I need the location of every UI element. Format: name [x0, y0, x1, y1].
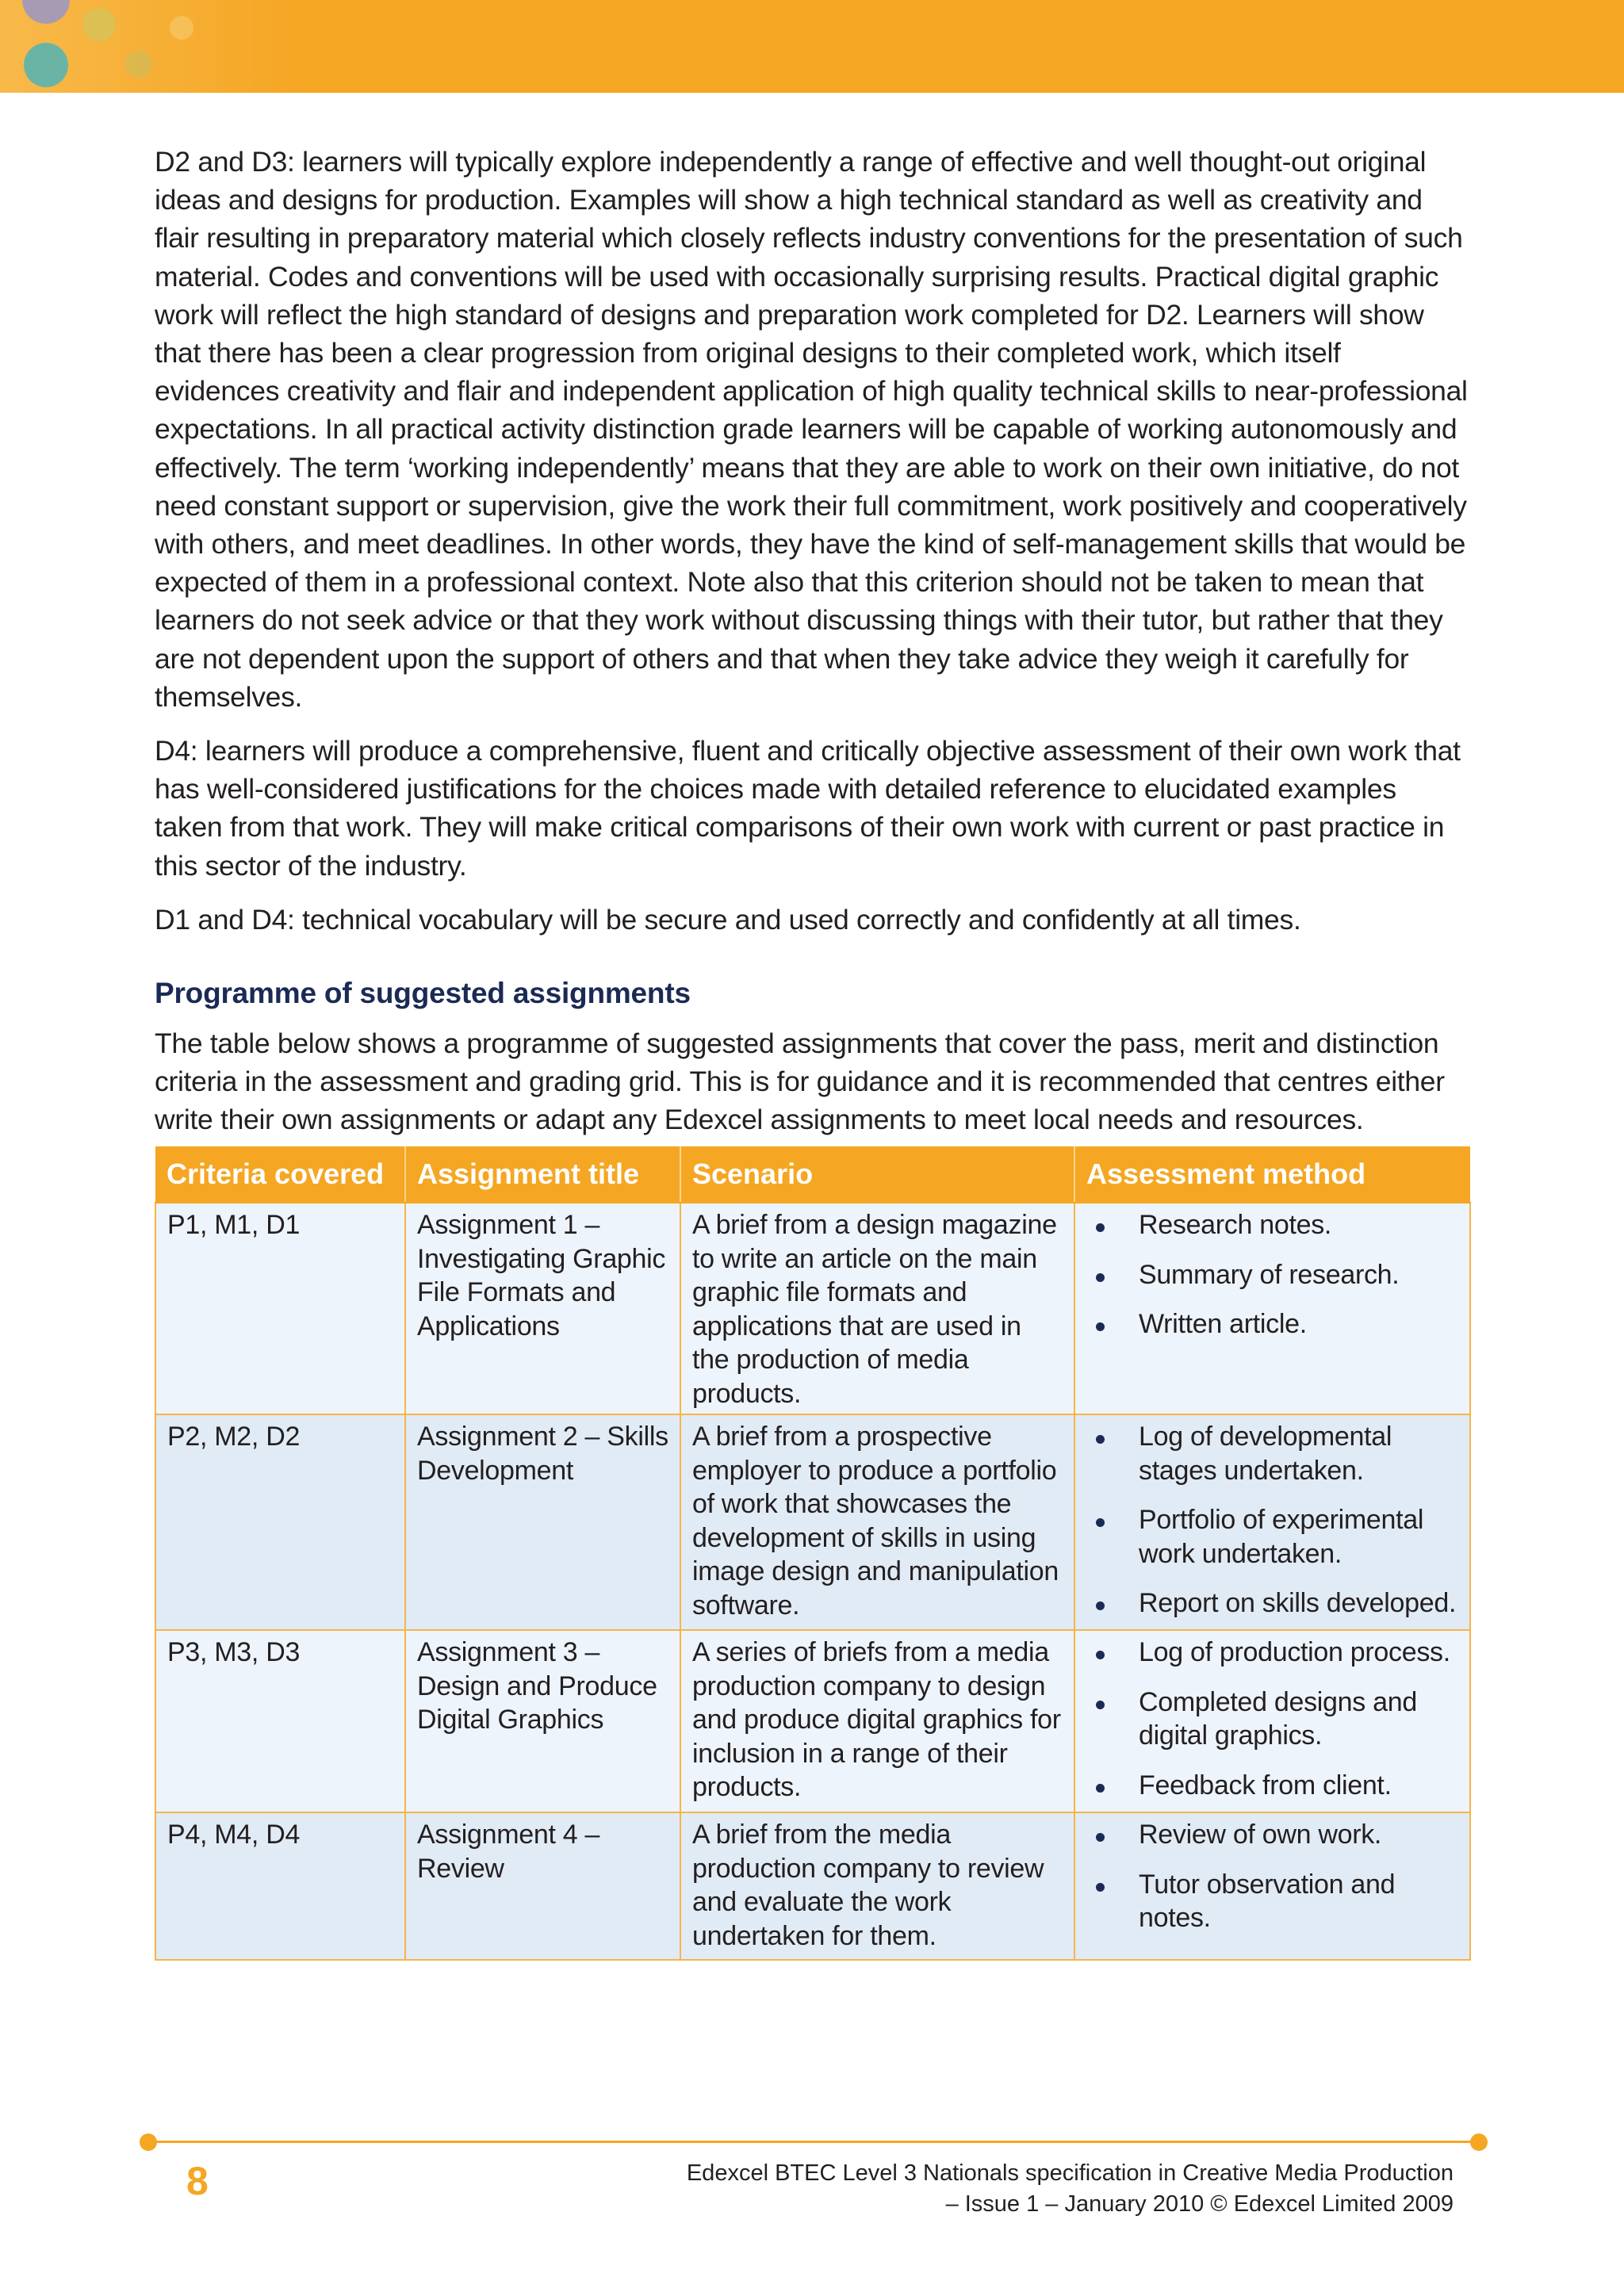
- method-text: Written article.: [1139, 1309, 1307, 1339]
- method-text: Feedback from client.: [1139, 1770, 1392, 1800]
- cell-title: Assignment 1 – Investigating Graphic File Formats and Applications: [405, 1203, 680, 1414]
- method-list: [1086, 1636, 1458, 1802]
- footer-line-1: Edexcel BTEC Level 3 Nationals specification in Creative Media Production: [686, 2160, 1454, 2186]
- method-text: Portfolio of experimental work undertaken.: [1139, 1505, 1424, 1569]
- bullet-icon: [1096, 1883, 1105, 1892]
- list-item: [1086, 1420, 1458, 1487]
- bullet-icon: [1096, 1601, 1105, 1610]
- method-text: Tutor observation and notes.: [1139, 1869, 1396, 1933]
- method-list: [1086, 1420, 1458, 1621]
- cell-criteria: P1, M1, D1: [155, 1203, 405, 1414]
- cell-methods: [1074, 1414, 1470, 1630]
- footer-dot-right: [1470, 2133, 1488, 2151]
- cell-title: Assignment 3 – Design and Produce Digital Graphics: [405, 1630, 680, 1812]
- cell-scenario: A series of briefs from a media production company to design and produce digital graphics for inclusion in a range of their products.: [680, 1630, 1074, 1812]
- header-scenario: Scenario: [680, 1146, 1074, 1203]
- bullet-icon: [1096, 1833, 1105, 1842]
- method-text: Research notes.: [1139, 1210, 1332, 1240]
- method-text: Review of own work.: [1139, 1820, 1382, 1850]
- header-criteria: Criteria covered: [155, 1146, 405, 1203]
- paragraph-d4: D4: learners will produce a comprehensive, fluent and critically objective assessment of their own work that has well-considered justifications for the choices made with detailed reference to elucidated examples taken from that work. They will make critical comparisons of their own work with current or past practice in this sector of the industry.: [155, 735, 1461, 882]
- list-item: [1086, 1258, 1458, 1292]
- bullet-icon: [1096, 1651, 1105, 1659]
- section-intro: The table below shows a programme of suggested assignments that cover the pass, merit and distinction criteria in the assessment and grading grid. This is for guidance and it is recommended that centres either write their own assignments or adapt any Edexcel assignments to meet local needs and resources.: [155, 1027, 1445, 1136]
- footer-line-2: – Issue 1 – January 2010 © Edexcel Limited 2009: [945, 2191, 1454, 2217]
- cell-scenario: A brief from a prospective employer to produce a portfolio of work that showcases the development of skills in using image design and manipulation software.: [680, 1414, 1074, 1630]
- cell-methods: [1074, 1203, 1470, 1414]
- decorative-dot-teal: [24, 43, 68, 87]
- bullet-icon: [1096, 1784, 1105, 1793]
- method-text: Report on skills developed.: [1139, 1588, 1457, 1618]
- list-item: [1086, 1636, 1458, 1670]
- cell-scenario: A brief from the media production company to review and evaluate the work undertaken for them.: [680, 1812, 1074, 1960]
- list-item: [1086, 1686, 1458, 1753]
- list-item: [1086, 1208, 1458, 1242]
- decorative-dot-olive: [125, 51, 152, 78]
- cell-criteria: P2, M2, D2: [155, 1414, 405, 1630]
- decorative-dot-grey: [22, 0, 70, 24]
- table-row: [155, 1203, 1470, 1414]
- bullet-icon: [1096, 1701, 1105, 1709]
- decorative-dot-lime: [82, 8, 116, 41]
- method-list: [1086, 1208, 1458, 1341]
- paragraph-d2-d3: D2 and D3: learners will typically explore independently a range of effective and well thought-out original ideas and designs for production. Examples will show a high technical standard as well as creativity and flair resulting in preparatory material which closely reflects industry conventions for the presentation of such material. Codes and conventions will be used with occasionally surprising results. Practical digital graphic work will reflect the high standard of designs and preparation work completed for D2. Learners will show that there has been a clear progression from original designs to their completed work, which itself evidences creativity and flair and independent application of high quality technical skills to near-professional expectations. In all practical activity distinction grade learners will be capable of working autonomously and effectively. The term ‘working independently’ means that they are able to work on their own initiative, do not need constant support or supervision, give the work their full commitment, work positively and cooperatively with others, and meet deadlines. In other words, they have the kind of self-management skills that would be expected of them in a professional context. Note also that this criterion should not be taken to mean that learners do not seek advice or that they work without discussing things with their tutor, but rather that they are not dependent upon the support of others and that when they take advice they weigh it carefully for themselves.: [155, 146, 1468, 713]
- page-content: [155, 143, 1471, 1155]
- bullet-icon: [1096, 1322, 1105, 1331]
- cell-methods: [1074, 1812, 1470, 1960]
- header-method: Assessment method: [1074, 1146, 1470, 1203]
- decorative-dot-faint: [170, 16, 193, 40]
- top-banner: [0, 0, 1624, 93]
- cell-title: Assignment 2 – Skills Development: [405, 1414, 680, 1630]
- table-row: [155, 1630, 1470, 1812]
- paragraph-d1-d4: D1 and D4: technical vocabulary will be secure and used correctly and confidently at all times.: [155, 903, 1301, 936]
- list-item: [1086, 1868, 1458, 1935]
- assignments-table: [155, 1146, 1471, 1961]
- table-row: [155, 1812, 1470, 1960]
- cell-criteria: P3, M3, D3: [155, 1630, 405, 1812]
- method-text: Log of production process.: [1139, 1637, 1450, 1667]
- header-title: Assignment title: [405, 1146, 680, 1203]
- method-text: Log of developmental stages undertaken.: [1139, 1422, 1392, 1486]
- method-text: Summary of research.: [1139, 1259, 1400, 1290]
- bullet-icon: [1096, 1518, 1105, 1527]
- footer-citation: [581, 2158, 1454, 2220]
- list-item: [1086, 1586, 1458, 1621]
- footer-rule: [147, 2141, 1480, 2143]
- bullet-icon: [1096, 1273, 1105, 1282]
- cell-title: Assignment 4 – Review: [405, 1812, 680, 1960]
- page-number: 8: [186, 2159, 209, 2203]
- cell-methods: [1074, 1630, 1470, 1812]
- table-header-row: [155, 1146, 1470, 1203]
- table-row: [155, 1414, 1470, 1630]
- method-text: Completed designs and digital graphics.: [1139, 1686, 1417, 1751]
- method-list: [1086, 1818, 1458, 1935]
- cell-scenario: A brief from a design magazine to write an article on the main graphic file formats and applications that are used in the production of media products.: [680, 1203, 1074, 1414]
- section-heading: Programme of suggested assignments: [155, 977, 691, 1010]
- footer-dot-left: [140, 2133, 157, 2151]
- cell-criteria: P4, M4, D4: [155, 1812, 405, 1960]
- list-item: [1086, 1307, 1458, 1341]
- list-item: [1086, 1769, 1458, 1803]
- bullet-icon: [1096, 1435, 1105, 1444]
- list-item: [1086, 1818, 1458, 1852]
- bullet-icon: [1096, 1223, 1105, 1232]
- list-item: [1086, 1503, 1458, 1571]
